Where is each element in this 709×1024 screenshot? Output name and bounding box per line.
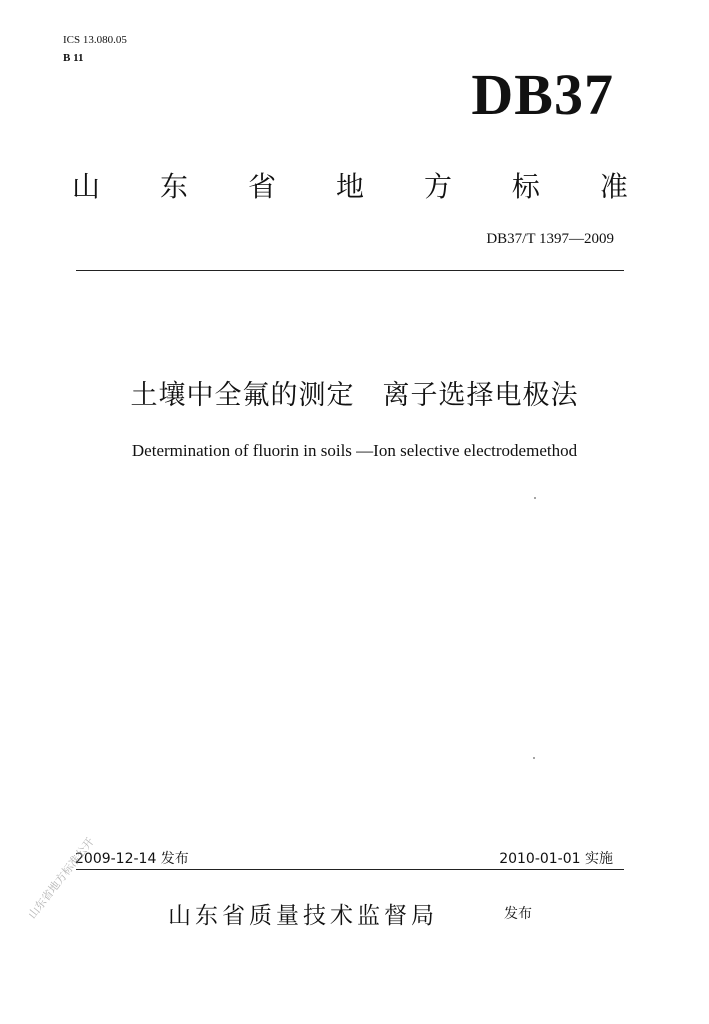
- watermark-stamp: 山东省地方标准公开: [25, 835, 97, 922]
- issue-date: 2009-12-14 发布: [75, 851, 189, 867]
- category-char: 准: [599, 170, 628, 203]
- category-char: 地: [335, 170, 364, 203]
- category-char: 标: [511, 170, 540, 203]
- category-char: 方: [423, 170, 452, 203]
- category-char: 省: [247, 170, 276, 203]
- implementation-date: 2010-01-01 实施: [499, 851, 613, 867]
- standard-category: [72, 170, 628, 204]
- ics-code: ICS 13.080.05: [63, 34, 127, 46]
- issuing-authority: 山东省质量技术监督局: [168, 903, 438, 929]
- standard-logo: DB37: [471, 62, 614, 127]
- header-divider: [76, 270, 624, 271]
- title-english: Determination of fluorin in soils —Ion selective electrodemethod: [131, 441, 578, 460]
- standard-number: DB37/T 1397—2009: [486, 231, 614, 247]
- scan-speck: [534, 497, 536, 499]
- issuer-suffix: 发布: [504, 906, 532, 922]
- scan-speck: [533, 757, 535, 759]
- ccs-code: B 11: [63, 52, 84, 64]
- category-char: 东: [159, 170, 188, 203]
- title-chinese: 土壤中全氟的测定 离子选择电极法: [130, 380, 579, 411]
- footer-divider: [76, 869, 624, 870]
- category-char: 山: [72, 170, 101, 203]
